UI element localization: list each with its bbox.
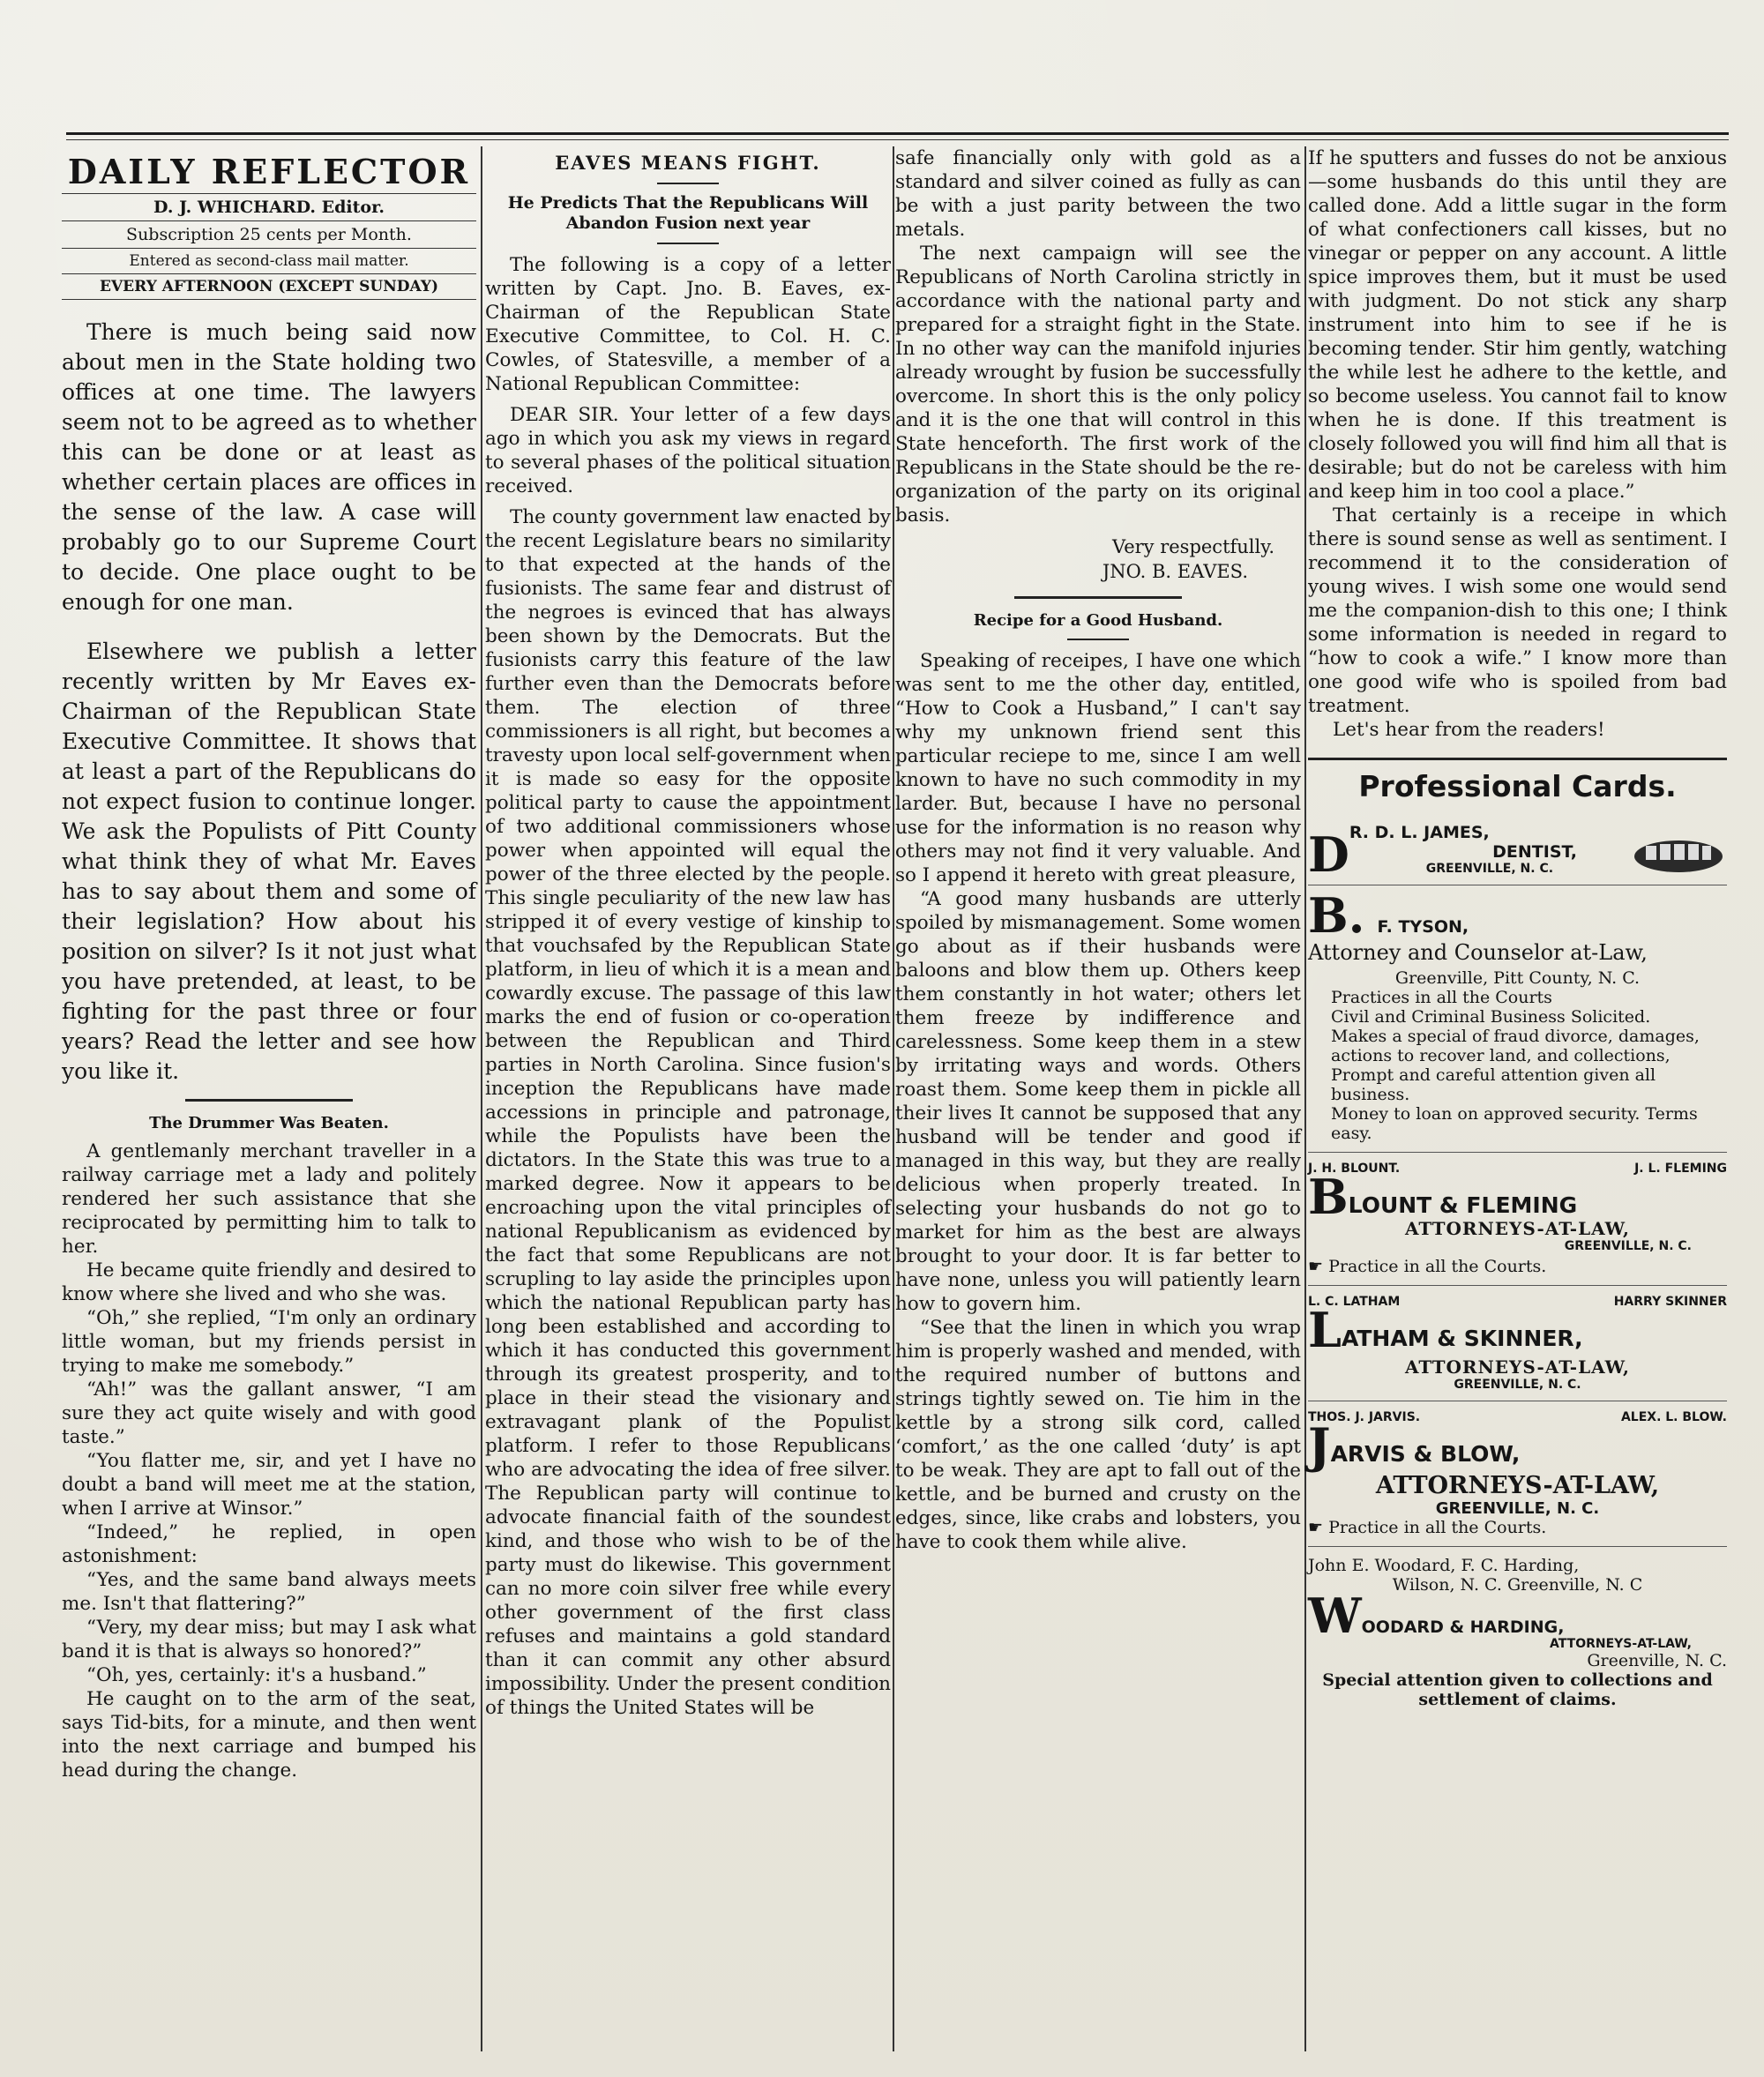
article-subtitle: He Predicts That the Republicans Will Abandon Fusion next year bbox=[507, 193, 869, 233]
schedule-line: EVERY AFTERNOON (EXCEPT SUNDAY) bbox=[62, 273, 476, 300]
paragraph: He became quite friendly and desired to know where she lived and who she was. bbox=[62, 1259, 476, 1305]
tooth-icon bbox=[1630, 832, 1727, 876]
professional-cards-title: Professional Cards. bbox=[1358, 769, 1677, 803]
card-initial: B bbox=[1308, 1169, 1349, 1225]
card-role: ATTORNEYS-AT-LAW, bbox=[1550, 1637, 1692, 1651]
card-place: GREENVILLE, N. C. bbox=[1564, 1239, 1692, 1253]
card-initial: D bbox=[1308, 826, 1349, 883]
recipe-continued bbox=[1308, 146, 1727, 742]
separator bbox=[657, 243, 719, 244]
top-rule-thin bbox=[66, 139, 1729, 140]
card-note: Special attention given to collections and settlement of claims. bbox=[1322, 1670, 1713, 1709]
card-place: GREENVILLE, N. C. bbox=[1454, 1378, 1581, 1392]
column-2 bbox=[485, 146, 891, 2051]
top-rule bbox=[66, 132, 1729, 135]
column-divider bbox=[893, 146, 894, 2051]
editor-line: D. J. WHICHARD. Editor. bbox=[62, 193, 476, 220]
paragraph: A gentlemanly merchant traveller in a railway carriage met a lady and politely rendered her such assistance that she reciprocated by permitting him to talk to her. bbox=[62, 1140, 476, 1258]
card-blount bbox=[1308, 1153, 1727, 1286]
card-note: Practice in all the Courts. bbox=[1328, 1518, 1547, 1537]
closing: Very respectfully. bbox=[1111, 536, 1274, 557]
partner-towns: Wilson, N. C. Greenville, N. C bbox=[1392, 1575, 1643, 1595]
partner-names: John E. Woodard, F. C. Harding, bbox=[1308, 1556, 1580, 1575]
paragraph: The following is a copy of a letter written by Capt. Jno. B. Eaves, ex-Chairman of the Republican State Executive Committee, to Col. H. C. Cowles, of Statesville, a member of a National Republican Committee: bbox=[485, 254, 891, 395]
signature: JNO. B. EAVES. bbox=[1102, 561, 1248, 582]
paragraph: “See that the linen in which you wrap him is properly washed and mended, with the required number of buttons and strings tightly sewed on. Tie him in the kettle by a strong silk cord, called ‘comfort,’ as the one called ‘duty’ is apt to be weak. They are apt to fall out of the kettle, and be burned and crusty on the edges, since, like crabs and lobsters, you have to cook them while alive. bbox=[895, 1317, 1301, 1553]
entered-line: Entered as second-class mail matter. bbox=[62, 248, 476, 273]
article-title: Recipe for a Good Husband. bbox=[973, 611, 1223, 630]
separator bbox=[657, 183, 719, 184]
column-1 bbox=[62, 146, 476, 2051]
drummer-article bbox=[62, 1139, 476, 1782]
card-line: Practices in all the Courts bbox=[1331, 988, 1552, 1007]
card-role: ATTORNEYS-AT-LAW, bbox=[1405, 1218, 1630, 1239]
paragraph: “Very, my dear miss; but may I ask what band it is that is always so honored?” bbox=[62, 1617, 476, 1662]
card-name: R. D. L. JAMES, bbox=[1349, 823, 1490, 842]
firm-name: OODARD & HARDING, bbox=[1361, 1618, 1565, 1637]
column-4 bbox=[1308, 146, 1727, 2051]
card-place: Greenville, Pitt County, N. C. bbox=[1394, 968, 1641, 988]
firm-name: ARVIS & BLOW, bbox=[1330, 1441, 1521, 1467]
paragraph: “Oh, yes, certainly: it's a husband.” bbox=[86, 1664, 427, 1686]
card-jarvis bbox=[1308, 1401, 1727, 1547]
subscription-line: Subscription 25 cents per Month. bbox=[62, 220, 476, 248]
editorial bbox=[62, 318, 476, 1087]
column-divider bbox=[481, 146, 482, 2051]
card-tyson bbox=[1308, 885, 1727, 1153]
card-james bbox=[1308, 814, 1727, 885]
column-3 bbox=[895, 146, 1301, 2051]
paragraph: “You flatter me, sir, and yet I have no doubt a band will meet me at the station, when I arrive at Winsor.” bbox=[62, 1450, 476, 1520]
paragraph: That certainly is a receipe in which there is sound sense as well as sentiment. I recommend it to the consideration of young wives. I wish some one would send me the companion-dish to this one; I think some information is needed in regard to “how to cook a wife.” I know more than one good wife who is spoiled from bad treatment. bbox=[1308, 504, 1727, 717]
paragraph: DEAR SIR. Your letter of a few days ago in which you ask my views in regard to several phases of the political situation received. bbox=[485, 404, 891, 497]
card-initial: B. bbox=[1308, 887, 1365, 944]
card-initial: W bbox=[1308, 1588, 1362, 1644]
paragraph: The next campaign will see the Republicans of North Carolina strictly in accordance with the national party and prepared for a straight fight in the State. In no other way can the manifold injuries already wrought by fusion be successfully overcome. In short this is the only policy and it is the one that will control in this State henceforth. The first work of the Republicans in the State should be the re-organization of the party on its original basis. bbox=[895, 243, 1301, 527]
card-role: Attorney and Counselor at-Law, bbox=[1308, 940, 1648, 965]
firm-name: ATHAM & SKINNER, bbox=[1341, 1326, 1583, 1351]
card-note: Practice in all the Courts. bbox=[1328, 1257, 1547, 1276]
partner-name: J. H. BLOUNT. bbox=[1308, 1162, 1401, 1176]
paragraph: “Indeed,” he replied, in open astonishment: bbox=[62, 1521, 476, 1567]
card-place: Greenville, N. C. bbox=[1587, 1651, 1727, 1670]
partner-name: J. L. FLEMING bbox=[1634, 1162, 1727, 1176]
card-line: Makes a special of fraud divorce, damages, actions to recover land, and collections, bbox=[1331, 1027, 1700, 1065]
paragraph: “Oh,” she replied, “I'm only an ordinary little woman, but my friends persist in trying to make me somebody.” bbox=[62, 1307, 476, 1377]
partner-name: HARRY SKINNER bbox=[1613, 1295, 1727, 1309]
partner-name: THOS. J. JARVIS. bbox=[1308, 1410, 1421, 1424]
paragraph: “Yes, and the same band always meets me. Isn't that flattering?” bbox=[62, 1569, 476, 1615]
paragraph: Let's hear from the readers! bbox=[1333, 719, 1605, 741]
partner-name: ALEX. L. BLOW. bbox=[1620, 1410, 1727, 1424]
card-initial: L bbox=[1308, 1302, 1342, 1358]
paragraph: The county government law enacted by the recent Legislature bears no similarity to that expected at the hands of the fusionists. The same fear and distrust of the negroes is evinced that has always been shown by the Democrats. But the fusionists carry this feature of the law further even than the Democrats before them. The election of three commissioners is all right, but becomes a travesty upon local self-government when it is made so easy for the opposite political party to cause the appointment of two additional commissioners whose power when appointed will equal the power of the three elected by the people. This single peculiarity of the new law has stripped it of every vestige of kinship to that vouchsafed by the Republican State platform, in lieu of which it is a mean and cowardly excuse. The passage of this law marks the end of fusion or co-operation between the Republican and Third parties in North Carolina. Since fusion's inception the Republicans have made accessions in principle and patronage, while the Populists have been the dictators. In the State this was true to a marked degree. Now it appears to be encroaching upon the vital principles of national Republicanism as evidenced by the fact that some Republicans are not scrupling to lay aside the principles upon which the national Republican party has long been established and according to which it has conducted this government through its greatest prosperity, and to place in their stead the visionary and extravagant plank of the Populist platform. I refer to those Republicans who are advocating the idea of free silver. The Republican party will continue to advocate financial faith of the soundest kind, and those who wish to be of the party must do likewise. This government can no more coin silver free while every other government of the first class refuses and maintains a gold standard than it can commit any other absurd impossibility. Under the present condition of things the United States will be bbox=[485, 506, 891, 1719]
partner-name: L. C. LATHAM bbox=[1308, 1295, 1401, 1309]
card-place: GREENVILLE, N. C. bbox=[1435, 1499, 1600, 1518]
card-name: F. TYSON, bbox=[1377, 917, 1469, 937]
pointing-hand-icon: ☛ bbox=[1308, 1518, 1324, 1537]
separator bbox=[185, 1099, 353, 1102]
card-initial: J bbox=[1308, 1417, 1331, 1474]
card-line: Civil and Criminal Business Solicited. bbox=[1331, 1007, 1651, 1027]
card-role: DENTIST, bbox=[1492, 842, 1577, 862]
pointing-hand-icon: ☛ bbox=[1308, 1257, 1324, 1276]
card-line: Prompt and careful attention given all business. bbox=[1331, 1065, 1656, 1104]
card-role: ATTORNEYS-AT-LAW, bbox=[1375, 1472, 1660, 1499]
column-divider bbox=[1304, 146, 1306, 2051]
card-role: ATTORNEYS-AT-LAW, bbox=[1405, 1356, 1630, 1378]
separator bbox=[1014, 596, 1182, 599]
paragraph: If he sputters and fusses do not be anxious—some husbands do this until they are called done. Add a little sugar in the form of what confectioners call kisses, but no vinegar or pepper on any account. A little spice improves them, but it must be used with judgment. Do not stick any sharp instrument into him to see if he is becoming tender. Stir him gently, watching the while lest he adhere to the kettle, and so become useless. You cannot fail to know when he is done. If this treatment is closely followed you will find him all that is desirable; but do not be careless with him and keep him in too cool a place.” bbox=[1308, 147, 1727, 503]
paragraph: safe financially only with gold as a standard and silver coined as fully as can be with a just parity between the two metals. bbox=[895, 147, 1301, 241]
editorial-paragraph: There is much being said now about men in the State holding two offices at one time. The lawyers seem not to be agreed as to whether this can be done or at least as whether certain places are offices in the sense of the law. A case will probably go to our Supreme Court to decide. One place ought to be enough for one man. bbox=[62, 319, 476, 615]
card-place: GREENVILLE, N. C. bbox=[1425, 862, 1554, 876]
eaves-letter-continued bbox=[895, 146, 1301, 527]
eaves-letter bbox=[485, 253, 891, 1720]
masthead bbox=[62, 152, 476, 300]
editorial-paragraph: Elsewhere we publish a letter recently written by Mr Eaves ex-Chairman of the Republican State Executive Committee. It shows that at least a part of the Republicans do not expect fusion to continue longer. We ask the Populists of Pitt County what think they of what Mr. Eaves has to say about them and some of their legislation? How about his position on silver? Is it not just what you have pretended, at least, to be fighting for the past three or four years? Read the letter and see how you like it. bbox=[62, 639, 476, 1084]
card-latham bbox=[1308, 1286, 1727, 1401]
paragraph: “Ah!” was the gallant answer, “I am sure they act quite wisely and with good taste.” bbox=[62, 1378, 476, 1448]
masthead-title: DAILY REFLECTOR bbox=[67, 152, 471, 191]
recipe-article bbox=[895, 649, 1301, 1554]
separator bbox=[1067, 639, 1129, 640]
paragraph: He caught on to the arm of the seat, says Tid-bits, for a minute, and then went into the next carriage and bumped his head during the change. bbox=[62, 1688, 476, 1782]
card-line: Money to loan on approved security. Terms easy. bbox=[1331, 1104, 1698, 1143]
article-title: EAVES MEANS FIGHT. bbox=[555, 152, 821, 174]
paragraph: Speaking of receipes, I have one which was sent to me the other day, entitled, “How to Cook a Husband,” I can't say why my unknown friend sent this particular reciepe to me, since I am well known to have no such commodity in my larder. But, because I have no personal use for the information is no reason why others may not find it very valuable. And so I append it hereto with great pleasure, bbox=[895, 650, 1301, 886]
article-title: The Drummer Was Beaten. bbox=[149, 1114, 389, 1132]
card-woodard bbox=[1308, 1547, 1727, 1718]
firm-name: LOUNT & FLEMING bbox=[1348, 1192, 1578, 1218]
paragraph: “A good many husbands are utterly spoiled by mismanagement. Some women go about as if their husbands were baloons and blow them up. Others keep them constantly in hot water; others let them freeze by indifference and carelessness. Some keep them in a stew by irritating ways and words. Others roast them. Some keep them in pickle all their lives It cannot be supposed that any husband will be tender and good if managed in this way, but they are really delicious when properly treated. In selecting your husbands do not go to market for him as the best are always brought to your door. It is far better to have none, unless you will patiently learn how to govern him. bbox=[895, 888, 1301, 1315]
